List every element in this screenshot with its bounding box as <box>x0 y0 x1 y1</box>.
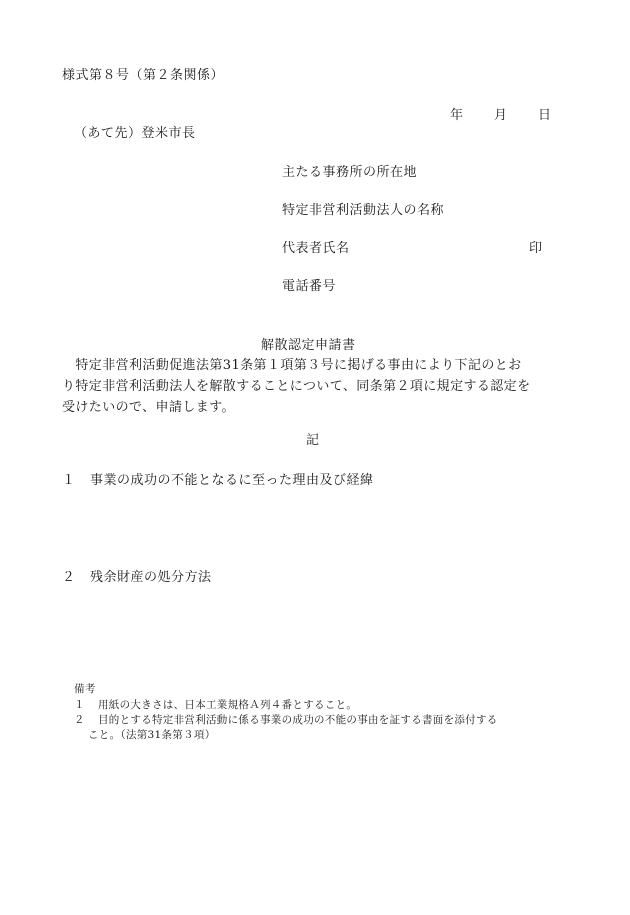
addressee: （あて先）登米市長 <box>74 126 196 141</box>
representative-label: 代表者氏名 <box>282 241 350 256</box>
date-day: 日 <box>538 108 552 123</box>
seal-mark: 印 <box>529 241 543 256</box>
body-line: り特定非営利活動法人を解散することについて、同条第２項に規定する認定を <box>62 379 531 394</box>
document-title: 解散認定申請書 <box>261 338 356 353</box>
note-1-number: １ <box>74 699 85 711</box>
body-line: 受けたいので、申請します。 <box>62 400 235 415</box>
date-month: 月 <box>494 108 508 123</box>
note-2-continuation: こと。（法第31条第３項） <box>88 729 216 741</box>
item-2-text: 残余財産の処分方法 <box>90 570 212 585</box>
item-1-text: 事業の成功の不能となるに至った理由及び経緯 <box>90 473 374 488</box>
note-2-number: ２ <box>74 714 85 726</box>
office-address-label: 主たる事務所の所在地 <box>282 165 418 180</box>
org-name-label: 特定非営利活動法人の名称 <box>282 203 445 218</box>
item-2-number: ２ <box>62 570 76 585</box>
note-1-text: 用紙の大きさは、日本工業規格Ａ列４番とすること。 <box>98 699 358 711</box>
form-number: 様式第８号（第２条関係） <box>62 68 225 83</box>
note-2-text: 目的とする特定非営利活動に係る事業の成功の不能の事由を証する書面を添付する <box>98 714 498 726</box>
notes-heading: 備考 <box>74 683 96 695</box>
body-line: 特定非営利活動促進法第31条第１項第３号に掲げる事由により下記のとお <box>62 358 522 373</box>
date-year: 年 <box>450 108 464 123</box>
item-1-number: １ <box>62 473 76 488</box>
phone-label: 電話番号 <box>282 279 337 294</box>
ki-heading: 記 <box>306 433 320 448</box>
body-paragraph <box>62 355 582 418</box>
